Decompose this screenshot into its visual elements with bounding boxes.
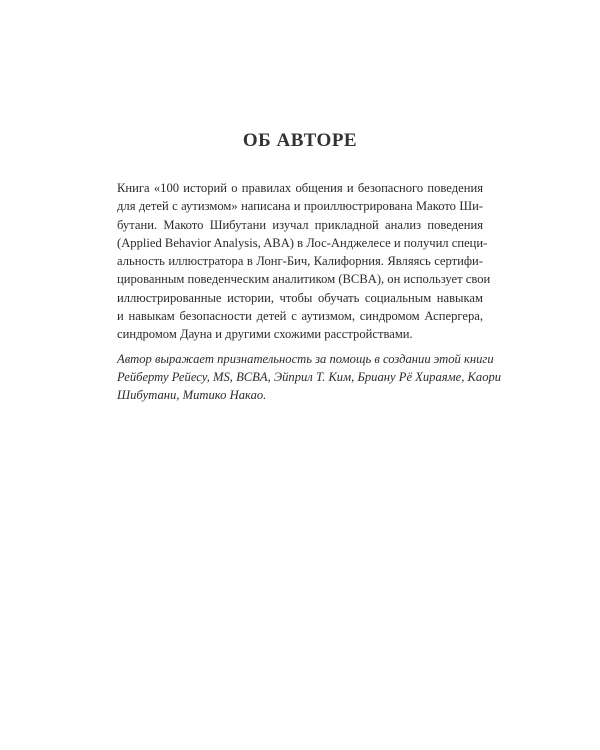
ack-line: Рейберту Рейесу, MS, BCBA, Эйприл Т. Ким, Бриану Рё Хираяме, Каори: [117, 369, 502, 384]
text-block: [117, 179, 502, 405]
bio-line: синдромом Дауна и другими схожими расстройствами.: [117, 327, 413, 342]
acknowledgements-paragraph: [117, 350, 502, 405]
ack-line: Шибутани, Митико Накао.: [117, 388, 267, 403]
bio-line: и навыкам безопасности детей с аутизмом, синдромом Аспергера,: [117, 309, 483, 324]
bio-line: альность иллюстратора в Лонг-Бич, Калифорния. Являясь сертифи-: [117, 254, 483, 269]
bio-line: иллюстрированные истории, чтобы обучать социальным навыкам: [117, 290, 483, 305]
bio-line: бутани. Макото Шибутани изучал прикладной анализ поведения: [117, 217, 483, 232]
bio-line: для детей с аутизмом» написана и проиллюстрирована Макото Ши-: [117, 199, 483, 214]
bio-line: (Applied Behavior Analysis, ABA) в Лос-Анджелесе и получил специ-: [117, 235, 488, 250]
page-title: ОБ АВТОРЕ: [242, 130, 358, 151]
bio-line: Книга «100 историй о правилах общения и безопасного поведения: [117, 181, 483, 195]
ack-line: Автор выражает признательность за помощь в создании этой книги: [117, 351, 494, 366]
bio-line: цированным поведенческим аналитиком (BCBA), он использует свои: [117, 272, 491, 287]
author-bio-paragraph: [117, 179, 491, 344]
